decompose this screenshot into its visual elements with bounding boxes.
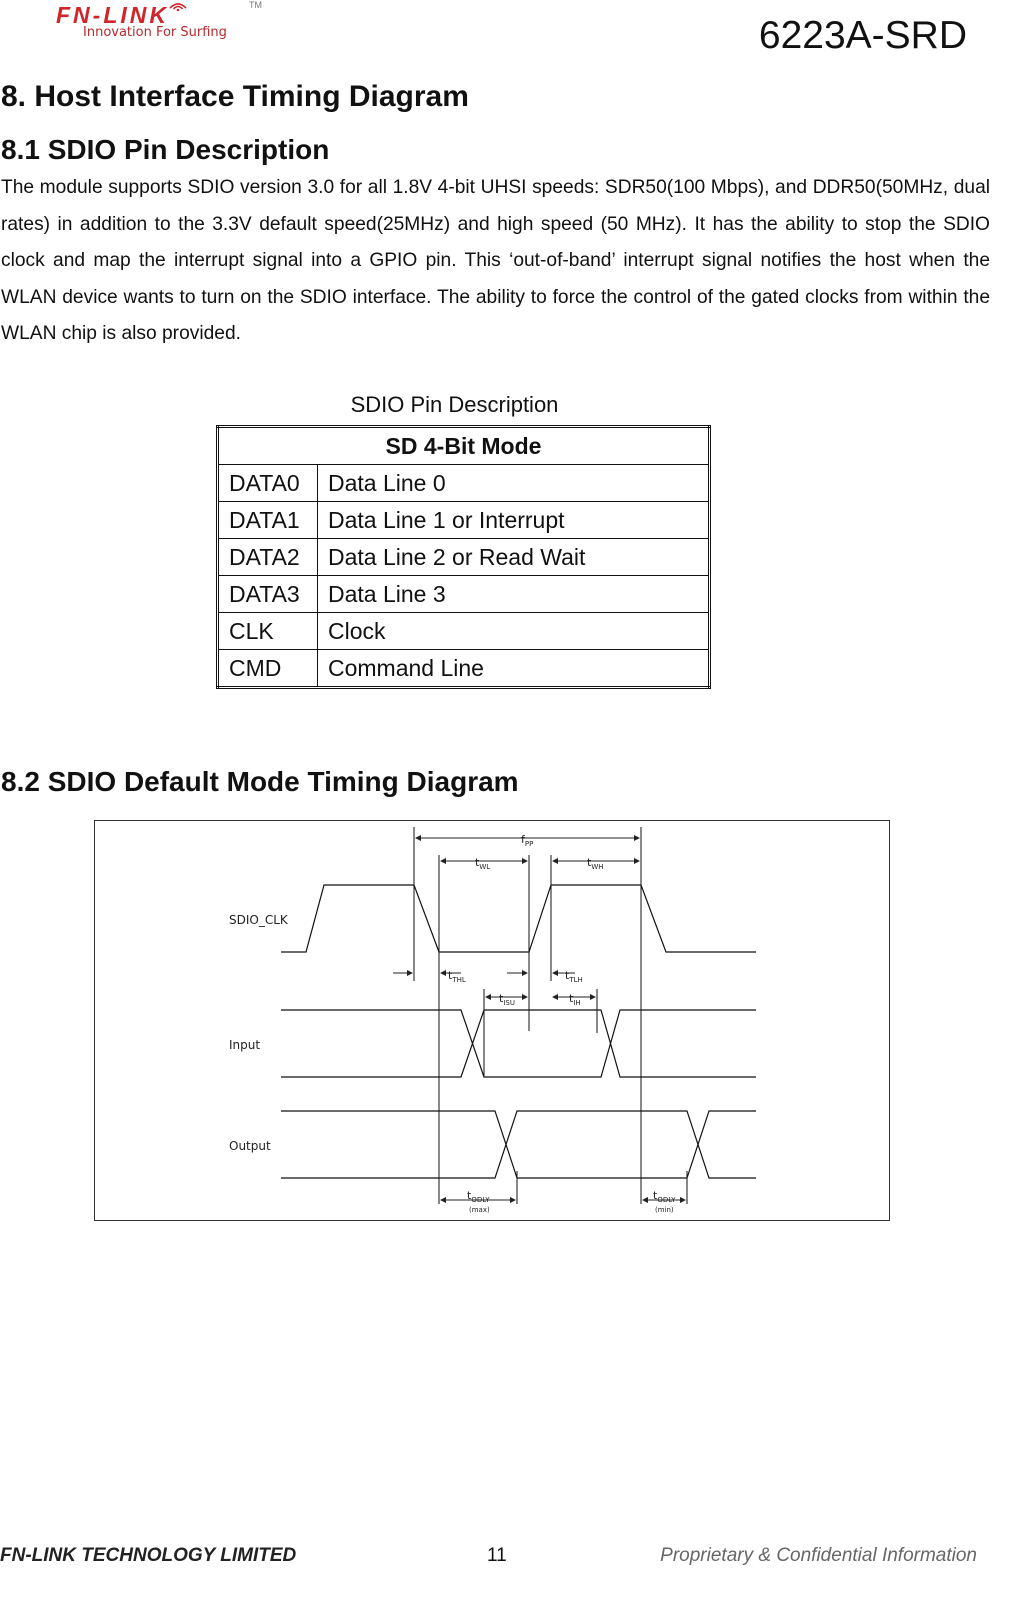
pin-description: Clock bbox=[318, 613, 710, 650]
timing-diagram bbox=[94, 820, 890, 1221]
timing-label-fpp: $f_{PP}$ bbox=[521, 833, 534, 848]
pin-description: Data Line 2 or Read Wait bbox=[318, 539, 710, 576]
input-waveform bbox=[281, 1010, 756, 1077]
footer-company: FN-LINK TECHNOLOGY LIMITED bbox=[0, 1545, 297, 1566]
table-header-row bbox=[218, 427, 710, 465]
timing-label-tisu: $t_{ISU}$ bbox=[499, 992, 515, 1007]
pin-name: DATA3 bbox=[218, 576, 318, 613]
table-row bbox=[218, 539, 710, 576]
pin-name: DATA0 bbox=[218, 465, 318, 502]
trademark-mark: TM bbox=[249, 0, 262, 10]
table-row bbox=[218, 576, 710, 613]
timing-label-todly-min: $t_{ODLY}$ bbox=[653, 1189, 676, 1204]
signal-label-clk: SDIO_CLK bbox=[229, 913, 288, 927]
timing-note-min: (min) bbox=[655, 1206, 674, 1214]
logo-wordmark: FN-LINK bbox=[56, 2, 169, 28]
footer-confidential: Proprietary & Confidential Information bbox=[660, 1545, 977, 1566]
signal-label-input: Input bbox=[229, 1038, 261, 1052]
pin-name: DATA2 bbox=[218, 539, 318, 576]
signal-label-output: Output bbox=[229, 1139, 271, 1153]
pin-description: Data Line 3 bbox=[318, 576, 710, 613]
wifi-icon bbox=[168, 0, 188, 11]
output-waveform bbox=[281, 1111, 756, 1178]
timing-label-tthl: $t_{THL}$ bbox=[448, 969, 466, 984]
pin-description: Data Line 1 or Interrupt bbox=[318, 502, 710, 539]
page-number: 11 bbox=[487, 1545, 507, 1566]
subsection-title-pin-description: 8.1 SDIO Pin Description bbox=[1, 134, 330, 165]
pin-name: CMD bbox=[218, 650, 318, 688]
pin-name: CLK bbox=[218, 613, 318, 650]
timing-label-todly-max: $t_{ODLY}$ bbox=[467, 1189, 490, 1204]
pin-name: DATA1 bbox=[218, 502, 318, 539]
table-row bbox=[218, 502, 710, 539]
logo-tagline: Innovation For Surfing bbox=[83, 25, 227, 40]
table-row bbox=[218, 465, 710, 502]
timing-label-twh: $t_{WH}$ bbox=[587, 856, 604, 871]
sdio-pin-table bbox=[216, 425, 711, 689]
company-logo bbox=[56, 2, 266, 42]
table-row bbox=[218, 650, 710, 688]
section-title: 8. Host Interface Timing Diagram bbox=[1, 80, 469, 113]
body-paragraph: The module supports SDIO version 3.0 for all 1.8V 4-bit UHSI speeds: SDR50(100 Mbps), and DDR50(50MHz, dual rates) in addition to the 3.3V default speed(25MHz) and high speed (50 MHz). It has the ability to stop the SDIO clock and map the interrupt signal into a GPIO pin. This ‘out-of-band’ interrupt signal notifies the host when the WLAN device wants to turn on the SDIO interface. The ability to force the control of the gated clocks from within the WLAN chip is also provided. bbox=[1, 177, 990, 344]
timing-label-twl: $t_{WL}$ bbox=[475, 856, 491, 871]
table-row bbox=[218, 613, 710, 650]
pin-description: Data Line 0 bbox=[318, 465, 710, 502]
timing-note-max: (max) bbox=[469, 1206, 490, 1214]
timing-label-ttlh: $t_{TLH}$ bbox=[565, 969, 583, 984]
reference-lines bbox=[414, 827, 687, 1204]
pin-description: Command Line bbox=[318, 650, 710, 688]
timing-label-tih: $t_{IH}$ bbox=[569, 992, 581, 1007]
clk-waveform bbox=[281, 885, 756, 952]
timing-diagram-svg bbox=[95, 821, 891, 1222]
table-header: SD 4-Bit Mode bbox=[218, 427, 710, 465]
table-caption: SDIO Pin Description bbox=[350, 392, 559, 417]
document-id: 6223A-SRD bbox=[758, 14, 967, 57]
subsection-title-timing-diagram: 8.2 SDIO Default Mode Timing Diagram bbox=[1, 766, 519, 797]
